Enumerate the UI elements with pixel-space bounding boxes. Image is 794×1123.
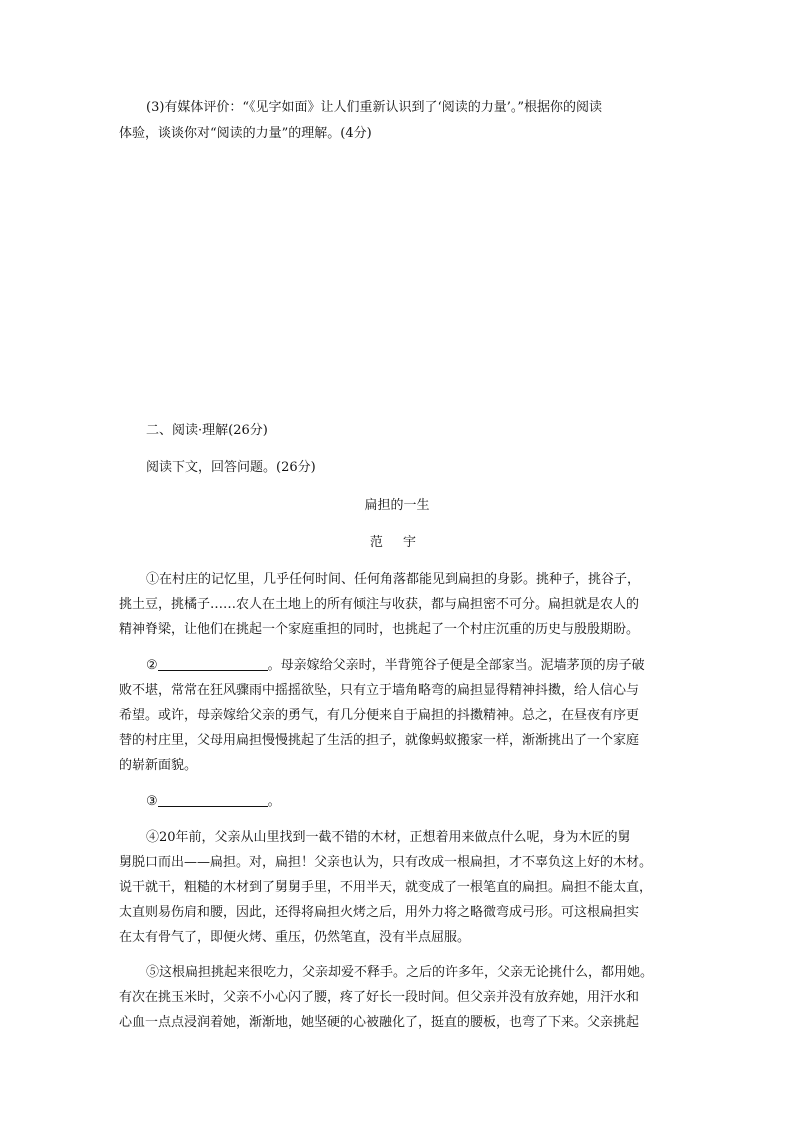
p1-line-1: ①在村庄的记忆里，几乎任何时间、任何角落都能见到扁担的身影。挑种子，挑谷子， — [146, 572, 641, 587]
p2-line-3: 希望。或许，母亲嫁给父亲的勇气，有几分便来自于扁担的抖擞精神。总之，在昼夜有序更 — [119, 708, 640, 723]
q3-line-2: 体验，谈谈你对“阅读的力量”的理解。(4分) — [119, 126, 372, 141]
p2-blank[interactable] — [158, 656, 268, 671]
p2-first-tail: 。母亲嫁给父亲时，半背篼谷子便是全部家当。泥墙茅顶的房子破 — [267, 658, 645, 673]
p2-line-4: 替的村庄里，父母用扁担慢慢挑起了生活的担子，就像蚂蚁搬家一样，渐渐挑出了一个家庭 — [119, 733, 640, 748]
p4-line-1: ④20年前，父亲从山里找到一截不错的木材，正想着用来做点什么呢，身为木匠的舅 — [146, 830, 631, 845]
article-title: 扁担的一生 — [364, 498, 430, 513]
p4-line-5: 在太有骨气了，即便火烤、重压，仍然笔直，没有半点屈服。 — [119, 930, 471, 945]
p4-line-2: 舅脱口而出——扁担。对，扁担！父亲也认为，只有改成一根扁担，才不辜负这上好的木材。 — [119, 855, 653, 870]
p5-line-2: 有次在挑玉米时，父亲不小心闪了腰，疼了好长一段时间。但父亲并没有放弃她，用汗水和 — [119, 990, 640, 1005]
p5-line-1: ⑤这根扁担挑起来很吃力，父亲却爱不释手。之后的许多年，父亲无论挑什么，都用她。 — [146, 965, 654, 980]
p2-line-1 — [146, 656, 645, 676]
p2-number: ② — [146, 658, 158, 673]
section-instruction: 阅读下文，回答问题。(26分) — [146, 460, 316, 475]
p1-line-3: 精神脊梁，让他们在挑起一个家庭重担的同时，也挑起了一个村庄沉重的历史与殷殷期盼。 — [119, 622, 640, 637]
p5-line-3: 心血一点点浸润着她，渐渐地，她坚硬的心被融化了，挺直的腰板，也弯了下来。父亲挑起 — [119, 1015, 640, 1030]
article-author: 范 宇 — [369, 535, 425, 550]
p3-number: ③ — [146, 794, 158, 809]
p1-line-2: 挑土豆，挑橘子……农人在土地上的所有倾注与收获，都与扁担密不可分。扁担就是农人的 — [119, 597, 640, 612]
section-heading: 二、阅读·理解(26分) — [146, 423, 268, 438]
p3-line — [146, 792, 281, 812]
p4-line-3: 说干就干，粗糙的木材到了舅舅手里，不用半天，就变成了一根笔直的扁担。扁担不能太直， — [119, 880, 653, 895]
p4-line-4: 太直则易伤肩和腰，因此，还得将扁担火烤之后，用外力将之略微弯成弓形。可这根扁担实 — [119, 905, 640, 920]
p2-line-5: 的崭新面貌。 — [119, 758, 198, 773]
q3-line-1: (3)有媒体评价：“《见字如面》让人们重新认识到了‘阅读的力量’。”根据你的阅读 — [146, 100, 602, 115]
p3-tail: 。 — [267, 794, 281, 809]
p3-blank[interactable] — [158, 792, 268, 807]
p2-line-2: 败不堪，常常在狂风骤雨中摇摇欲坠，只有立于墙角略弯的扁担显得精神抖擞，给人信心与 — [119, 683, 640, 698]
